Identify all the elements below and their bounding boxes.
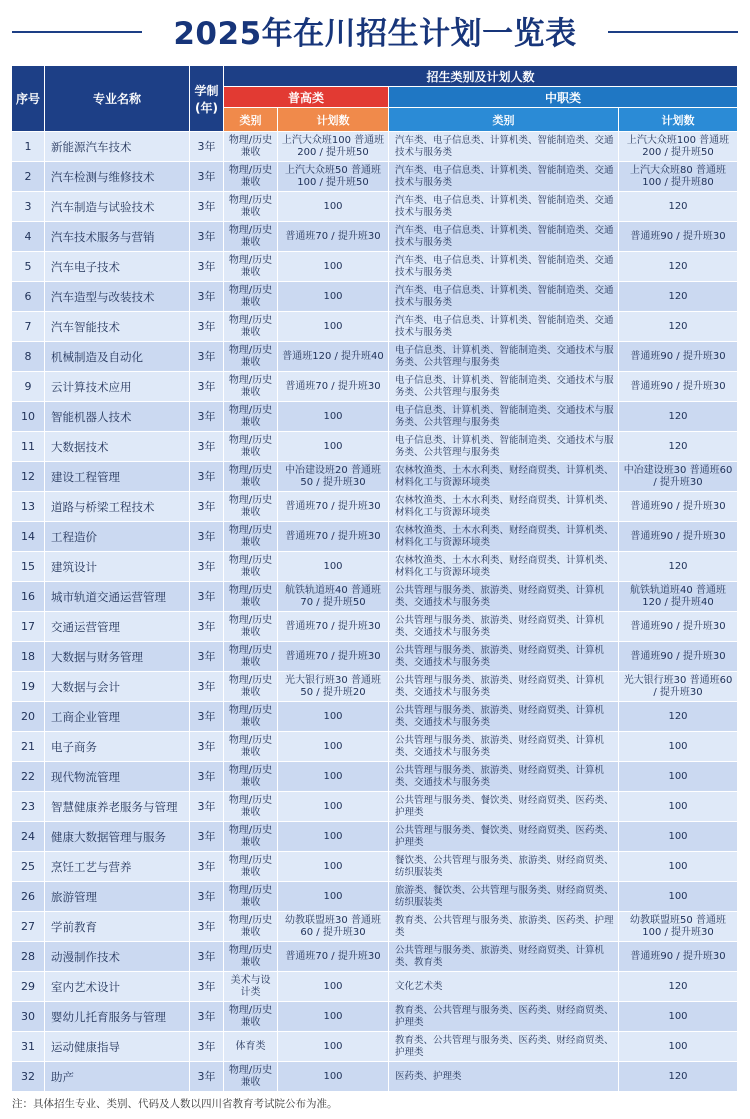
pugao-plan: 上汽大众班50 普通班100 / 提升班50 xyxy=(278,162,389,192)
study-years: 3年 xyxy=(190,402,224,432)
study-years: 3年 xyxy=(190,252,224,282)
major-name: 大数据技术 xyxy=(45,432,190,462)
major-name: 烹饪工艺与营养 xyxy=(45,852,190,882)
pugao-category: 物理/历史 兼收 xyxy=(224,1002,278,1032)
study-years: 3年 xyxy=(190,492,224,522)
table-row xyxy=(12,942,738,972)
row-number: 31 xyxy=(12,1032,45,1062)
study-years: 3年 xyxy=(190,222,224,252)
row-number: 32 xyxy=(12,1062,45,1092)
table-row xyxy=(12,972,738,1002)
zhongzhi-category: 汽车类、电子信息类、计算机类、智能制造类、交通技术与服务类 xyxy=(389,162,619,192)
pugao-plan: 100 xyxy=(278,1002,389,1032)
study-years: 3年 xyxy=(190,732,224,762)
pugao-plan: 100 xyxy=(278,702,389,732)
pugao-category: 物理/历史 兼收 xyxy=(224,672,278,702)
zhongzhi-category: 教育类、公共管理与服务类、医药类、财经商贸类、护理类 xyxy=(389,1032,619,1062)
zhongzhi-category: 公共管理与服务类、旅游类、财经商贸类、计算机类、交通技术与服务类 xyxy=(389,672,619,702)
row-number: 25 xyxy=(12,852,45,882)
major-name: 智能机器人技术 xyxy=(45,402,190,432)
row-number: 28 xyxy=(12,942,45,972)
zhongzhi-plan: 120 xyxy=(619,552,738,582)
pugao-plan: 100 xyxy=(278,882,389,912)
zhongzhi-category: 餐饮类、公共管理与服务类、旅游类、财经商贸类、纺织服装类 xyxy=(389,852,619,882)
major-name: 工商企业管理 xyxy=(45,702,190,732)
pugao-plan: 100 xyxy=(278,192,389,222)
row-number: 7 xyxy=(12,312,45,342)
pugao-category: 物理/历史 兼收 xyxy=(224,642,278,672)
pugao-plan: 普通班70 / 提升班30 xyxy=(278,492,389,522)
enrollment-plan-table xyxy=(11,65,738,1092)
row-number: 21 xyxy=(12,732,45,762)
pugao-plan: 100 xyxy=(278,762,389,792)
major-name: 电子商务 xyxy=(45,732,190,762)
study-years: 3年 xyxy=(190,792,224,822)
major-name: 道路与桥梁工程技术 xyxy=(45,492,190,522)
study-years: 3年 xyxy=(190,1062,224,1092)
table-row xyxy=(12,912,738,942)
zhongzhi-plan: 普通班90 / 提升班30 xyxy=(619,342,738,372)
table-row xyxy=(12,432,738,462)
pugao-category: 美术与设计类 xyxy=(224,972,278,1002)
header-pugao-plan: 计划数 xyxy=(278,108,389,132)
pugao-plan: 100 xyxy=(278,402,389,432)
zhongzhi-plan: 100 xyxy=(619,1032,738,1062)
zhongzhi-plan: 上汽大众班100 普通班200 / 提升班50 xyxy=(619,132,738,162)
pugao-category: 物理/历史 兼收 xyxy=(224,582,278,612)
row-number: 1 xyxy=(12,132,45,162)
table-header xyxy=(12,66,738,132)
pugao-plan: 普通班70 / 提升班30 xyxy=(278,942,389,972)
zhongzhi-category: 电子信息类、计算机类、智能制造类、交通技术与服务类、公共管理与服务类 xyxy=(389,402,619,432)
pugao-plan: 100 xyxy=(278,312,389,342)
study-years: 3年 xyxy=(190,702,224,732)
table-row xyxy=(12,792,738,822)
table-row xyxy=(12,642,738,672)
major-name: 机械制造及自动化 xyxy=(45,342,190,372)
pugao-category: 物理/历史 兼收 xyxy=(224,282,278,312)
header-zhongzhi-category: 类别 xyxy=(389,108,619,132)
row-number: 15 xyxy=(12,552,45,582)
pugao-plan: 普通班70 / 提升班30 xyxy=(278,612,389,642)
major-name: 现代物流管理 xyxy=(45,762,190,792)
zhongzhi-category: 文化艺术类 xyxy=(389,972,619,1002)
table-row xyxy=(12,402,738,432)
table-row xyxy=(12,822,738,852)
pugao-category: 物理/历史 兼收 xyxy=(224,432,278,462)
major-name: 婴幼儿托育服务与管理 xyxy=(45,1002,190,1032)
header-zhongzhi: 中职类 xyxy=(389,87,738,108)
major-name: 室内艺术设计 xyxy=(45,972,190,1002)
zhongzhi-category: 电子信息类、计算机类、智能制造类、交通技术与服务类、公共管理与服务类 xyxy=(389,342,619,372)
table-row xyxy=(12,1062,738,1092)
zhongzhi-category: 电子信息类、计算机类、智能制造类、交通技术与服务类、公共管理与服务类 xyxy=(389,372,619,402)
row-number: 17 xyxy=(12,612,45,642)
study-years: 3年 xyxy=(190,1002,224,1032)
zhongzhi-plan: 航铁轨道班40 普通班120 / 提升班40 xyxy=(619,582,738,612)
zhongzhi-category: 公共管理与服务类、旅游类、财经商贸类、计算机类、教育类 xyxy=(389,942,619,972)
row-number: 19 xyxy=(12,672,45,702)
table-row xyxy=(12,282,738,312)
table-row xyxy=(12,462,738,492)
pugao-plan: 幼教联盟班30 普通班60 / 提升班30 xyxy=(278,912,389,942)
study-years: 3年 xyxy=(190,282,224,312)
zhongzhi-plan: 普通班90 / 提升班30 xyxy=(619,372,738,402)
table-row xyxy=(12,192,738,222)
pugao-category: 物理/历史 兼收 xyxy=(224,132,278,162)
zhongzhi-plan: 100 xyxy=(619,732,738,762)
zhongzhi-category: 公共管理与服务类、餐饮类、财经商贸类、医药类、护理类 xyxy=(389,822,619,852)
study-years: 3年 xyxy=(190,1032,224,1062)
major-name: 汽车造型与改装技术 xyxy=(45,282,190,312)
pugao-category: 物理/历史 兼收 xyxy=(224,942,278,972)
row-number: 23 xyxy=(12,792,45,822)
row-number: 26 xyxy=(12,882,45,912)
table-row xyxy=(12,852,738,882)
major-name: 大数据与财务管理 xyxy=(45,642,190,672)
zhongzhi-plan: 120 xyxy=(619,282,738,312)
table-row xyxy=(12,492,738,522)
zhongzhi-category: 教育类、公共管理与服务类、旅游类、医药类、护理类 xyxy=(389,912,619,942)
study-years: 3年 xyxy=(190,822,224,852)
major-name: 运动健康指导 xyxy=(45,1032,190,1062)
pugao-category: 物理/历史 兼收 xyxy=(224,612,278,642)
zhongzhi-plan: 100 xyxy=(619,822,738,852)
header-pugao-category: 类别 xyxy=(224,108,278,132)
zhongzhi-plan: 120 xyxy=(619,312,738,342)
title-bar xyxy=(0,0,750,62)
row-number: 4 xyxy=(12,222,45,252)
zhongzhi-plan: 普通班90 / 提升班30 xyxy=(619,492,738,522)
table-row xyxy=(12,342,738,372)
table-row xyxy=(12,252,738,282)
row-number: 8 xyxy=(12,342,45,372)
table-row xyxy=(12,552,738,582)
zhongzhi-plan: 120 xyxy=(619,1062,738,1092)
pugao-plan: 普通班120 / 提升班40 xyxy=(278,342,389,372)
pugao-plan: 普通班70 / 提升班30 xyxy=(278,642,389,672)
pugao-plan: 100 xyxy=(278,792,389,822)
table-body xyxy=(12,132,738,1092)
row-number: 18 xyxy=(12,642,45,672)
pugao-category: 物理/历史 兼收 xyxy=(224,342,278,372)
pugao-category: 物理/历史 兼收 xyxy=(224,552,278,582)
study-years: 3年 xyxy=(190,762,224,792)
header-zhongzhi-plan: 计划数 xyxy=(619,108,738,132)
pugao-category: 物理/历史 兼收 xyxy=(224,522,278,552)
major-name: 汽车技术服务与营销 xyxy=(45,222,190,252)
row-number: 12 xyxy=(12,462,45,492)
row-number: 24 xyxy=(12,822,45,852)
pugao-plan: 光大银行班30 普通班50 / 提升班20 xyxy=(278,672,389,702)
pugao-plan: 100 xyxy=(278,1062,389,1092)
zhongzhi-plan: 100 xyxy=(619,792,738,822)
zhongzhi-category: 汽车类、电子信息类、计算机类、智能制造类、交通技术与服务类 xyxy=(389,222,619,252)
table-row xyxy=(12,582,738,612)
study-years: 3年 xyxy=(190,672,224,702)
zhongzhi-plan: 普通班90 / 提升班30 xyxy=(619,612,738,642)
zhongzhi-category: 农林牧渔类、土木水利类、财经商贸类、计算机类、材料化工与资源环境类 xyxy=(389,552,619,582)
zhongzhi-plan: 幼教联盟班50 普通班100 / 提升班30 xyxy=(619,912,738,942)
pugao-plan: 普通班70 / 提升班30 xyxy=(278,522,389,552)
zhongzhi-plan: 中冶建设班30 普通班60 / 提升班30 xyxy=(619,462,738,492)
header-major: 专业名称 xyxy=(45,66,190,132)
table-row xyxy=(12,1032,738,1062)
zhongzhi-plan: 120 xyxy=(619,972,738,1002)
pugao-plan: 100 xyxy=(278,852,389,882)
study-years: 3年 xyxy=(190,312,224,342)
study-years: 3年 xyxy=(190,852,224,882)
zhongzhi-category: 公共管理与服务类、旅游类、财经商贸类、计算机类、交通技术与服务类 xyxy=(389,702,619,732)
pugao-category: 物理/历史 兼收 xyxy=(224,312,278,342)
zhongzhi-category: 公共管理与服务类、旅游类、财经商贸类、计算机类、交通技术与服务类 xyxy=(389,762,619,792)
zhongzhi-plan: 普通班90 / 提升班30 xyxy=(619,222,738,252)
row-number: 5 xyxy=(12,252,45,282)
major-name: 健康大数据管理与服务 xyxy=(45,822,190,852)
table-row xyxy=(12,222,738,252)
pugao-category: 物理/历史 兼收 xyxy=(224,822,278,852)
study-years: 3年 xyxy=(190,462,224,492)
major-name: 汽车制造与试验技术 xyxy=(45,192,190,222)
major-name: 交通运营管理 xyxy=(45,612,190,642)
zhongzhi-category: 电子信息类、计算机类、智能制造类、交通技术与服务类、公共管理与服务类 xyxy=(389,432,619,462)
major-name: 学前教育 xyxy=(45,912,190,942)
table-row xyxy=(12,882,738,912)
study-years: 3年 xyxy=(190,552,224,582)
zhongzhi-category: 汽车类、电子信息类、计算机类、智能制造类、交通技术与服务类 xyxy=(389,192,619,222)
pugao-category: 物理/历史 兼收 xyxy=(224,882,278,912)
study-years: 3年 xyxy=(190,912,224,942)
table-row xyxy=(12,162,738,192)
pugao-plan: 普通班70 / 提升班30 xyxy=(278,372,389,402)
header-years: 学制 (年) xyxy=(190,66,224,132)
row-number: 29 xyxy=(12,972,45,1002)
row-number: 13 xyxy=(12,492,45,522)
study-years: 3年 xyxy=(190,612,224,642)
row-number: 2 xyxy=(12,162,45,192)
zhongzhi-category: 旅游类、餐饮类、公共管理与服务类、财经商贸类、纺织服装类 xyxy=(389,882,619,912)
pugao-plan: 100 xyxy=(278,432,389,462)
pugao-plan: 100 xyxy=(278,252,389,282)
pugao-plan: 上汽大众班100 普通班200 / 提升班50 xyxy=(278,132,389,162)
table-row xyxy=(12,732,738,762)
zhongzhi-category: 汽车类、电子信息类、计算机类、智能制造类、交通技术与服务类 xyxy=(389,132,619,162)
pugao-plan: 100 xyxy=(278,1032,389,1062)
title-divider-left xyxy=(12,31,142,33)
zhongzhi-category: 公共管理与服务类、旅游类、财经商贸类、计算机类、交通技术与服务类 xyxy=(389,732,619,762)
row-number: 11 xyxy=(12,432,45,462)
row-number: 30 xyxy=(12,1002,45,1032)
table-row xyxy=(12,672,738,702)
zhongzhi-plan: 120 xyxy=(619,252,738,282)
pugao-category: 物理/历史 兼收 xyxy=(224,732,278,762)
table-row xyxy=(12,522,738,552)
zhongzhi-plan: 光大银行班30 普通班60 / 提升班30 xyxy=(619,672,738,702)
table-row xyxy=(12,612,738,642)
pugao-plan: 中冶建设班20 普通班50 / 提升班30 xyxy=(278,462,389,492)
study-years: 3年 xyxy=(190,582,224,612)
major-name: 大数据与会计 xyxy=(45,672,190,702)
study-years: 3年 xyxy=(190,162,224,192)
zhongzhi-plan: 100 xyxy=(619,882,738,912)
pugao-plan: 100 xyxy=(278,972,389,1002)
table-row xyxy=(12,1002,738,1032)
zhongzhi-category: 汽车类、电子信息类、计算机类、智能制造类、交通技术与服务类 xyxy=(389,282,619,312)
zhongzhi-plan: 100 xyxy=(619,852,738,882)
study-years: 3年 xyxy=(190,372,224,402)
header-seq: 序号 xyxy=(12,66,45,132)
zhongzhi-plan: 普通班90 / 提升班30 xyxy=(619,522,738,552)
study-years: 3年 xyxy=(190,882,224,912)
pugao-category: 物理/历史 兼收 xyxy=(224,492,278,522)
pugao-category: 物理/历史 兼收 xyxy=(224,792,278,822)
zhongzhi-plan: 120 xyxy=(619,192,738,222)
zhongzhi-plan: 普通班90 / 提升班30 xyxy=(619,942,738,972)
major-name: 汽车电子技术 xyxy=(45,252,190,282)
major-name: 城市轨道交通运营管理 xyxy=(45,582,190,612)
page-title: 2025年在川招生计划一览表 xyxy=(173,16,577,52)
major-name: 建筑设计 xyxy=(45,552,190,582)
pugao-plan: 100 xyxy=(278,282,389,312)
table-row xyxy=(12,132,738,162)
zhongzhi-category: 公共管理与服务类、旅游类、财经商贸类、计算机类、交通技术与服务类 xyxy=(389,612,619,642)
zhongzhi-plan: 120 xyxy=(619,402,738,432)
table-row xyxy=(12,372,738,402)
study-years: 3年 xyxy=(190,642,224,672)
zhongzhi-category: 农林牧渔类、土木水利类、财经商贸类、计算机类、材料化工与资源环境类 xyxy=(389,522,619,552)
row-number: 6 xyxy=(12,282,45,312)
pugao-plan: 100 xyxy=(278,822,389,852)
header-plan-group: 招生类别及计划人数 xyxy=(224,66,738,87)
major-name: 助产 xyxy=(45,1062,190,1092)
row-number: 3 xyxy=(12,192,45,222)
major-name: 建设工程管理 xyxy=(45,462,190,492)
study-years: 3年 xyxy=(190,942,224,972)
table-row xyxy=(12,762,738,792)
pugao-category: 物理/历史 兼收 xyxy=(224,912,278,942)
zhongzhi-category: 教育类、公共管理与服务类、医药类、财经商贸类、护理类 xyxy=(389,1002,619,1032)
major-name: 工程造价 xyxy=(45,522,190,552)
zhongzhi-plan: 100 xyxy=(619,1002,738,1032)
row-number: 9 xyxy=(12,372,45,402)
zhongzhi-category: 汽车类、电子信息类、计算机类、智能制造类、交通技术与服务类 xyxy=(389,312,619,342)
pugao-category: 物理/历史 兼收 xyxy=(224,402,278,432)
pugao-category: 物理/历史 兼收 xyxy=(224,162,278,192)
pugao-category: 物理/历史 兼收 xyxy=(224,222,278,252)
header-pugao: 普高类 xyxy=(224,87,389,108)
zhongzhi-plan: 普通班90 / 提升班30 xyxy=(619,642,738,672)
pugao-plan: 普通班70 / 提升班30 xyxy=(278,222,389,252)
row-number: 20 xyxy=(12,702,45,732)
zhongzhi-plan: 120 xyxy=(619,702,738,732)
pugao-category: 体育类 xyxy=(224,1032,278,1062)
pugao-category: 物理/历史 兼收 xyxy=(224,192,278,222)
pugao-category: 物理/历史 兼收 xyxy=(224,372,278,402)
pugao-category: 物理/历史 兼收 xyxy=(224,702,278,732)
major-name: 动漫制作技术 xyxy=(45,942,190,972)
study-years: 3年 xyxy=(190,972,224,1002)
row-number: 22 xyxy=(12,762,45,792)
zhongzhi-category: 农林牧渔类、土木水利类、财经商贸类、计算机类、材料化工与资源环境类 xyxy=(389,462,619,492)
row-number: 27 xyxy=(12,912,45,942)
major-name: 汽车智能技术 xyxy=(45,312,190,342)
major-name: 智慧健康养老服务与管理 xyxy=(45,792,190,822)
major-name: 旅游管理 xyxy=(45,882,190,912)
row-number: 10 xyxy=(12,402,45,432)
major-name: 新能源汽车技术 xyxy=(45,132,190,162)
study-years: 3年 xyxy=(190,432,224,462)
pugao-category: 物理/历史 兼收 xyxy=(224,852,278,882)
zhongzhi-category: 农林牧渔类、土木水利类、财经商贸类、计算机类、材料化工与资源环境类 xyxy=(389,492,619,522)
pugao-category: 物理/历史 兼收 xyxy=(224,462,278,492)
zhongzhi-category: 汽车类、电子信息类、计算机类、智能制造类、交通技术与服务类 xyxy=(389,252,619,282)
study-years: 3年 xyxy=(190,342,224,372)
zhongzhi-plan: 120 xyxy=(619,432,738,462)
table-row xyxy=(12,312,738,342)
pugao-category: 物理/历史 兼收 xyxy=(224,1062,278,1092)
zhongzhi-category: 公共管理与服务类、旅游类、财经商贸类、计算机类、交通技术与服务类 xyxy=(389,642,619,672)
pugao-category: 物理/历史 兼收 xyxy=(224,762,278,792)
study-years: 3年 xyxy=(190,522,224,552)
row-number: 16 xyxy=(12,582,45,612)
row-number: 14 xyxy=(12,522,45,552)
zhongzhi-category: 公共管理与服务类、旅游类、财经商贸类、计算机类、交通技术与服务类 xyxy=(389,582,619,612)
footnote: 注：具体招生专业、类别、代码及人数以四川省教育考试院公布为准。 xyxy=(12,1098,338,1110)
study-years: 3年 xyxy=(190,192,224,222)
major-name: 汽车检测与维修技术 xyxy=(45,162,190,192)
zhongzhi-category: 公共管理与服务类、餐饮类、财经商贸类、医药类、护理类 xyxy=(389,792,619,822)
table-row xyxy=(12,702,738,732)
pugao-category: 物理/历史 兼收 xyxy=(224,252,278,282)
pugao-plan: 100 xyxy=(278,732,389,762)
zhongzhi-plan: 100 xyxy=(619,762,738,792)
zhongzhi-plan: 上汽大众班80 普通班100 / 提升班80 xyxy=(619,162,738,192)
pugao-plan: 航铁轨道班40 普通班70 / 提升班50 xyxy=(278,582,389,612)
title-divider-right xyxy=(608,31,738,33)
zhongzhi-category: 医药类、护理类 xyxy=(389,1062,619,1092)
pugao-plan: 100 xyxy=(278,552,389,582)
study-years: 3年 xyxy=(190,132,224,162)
major-name: 云计算技术应用 xyxy=(45,372,190,402)
